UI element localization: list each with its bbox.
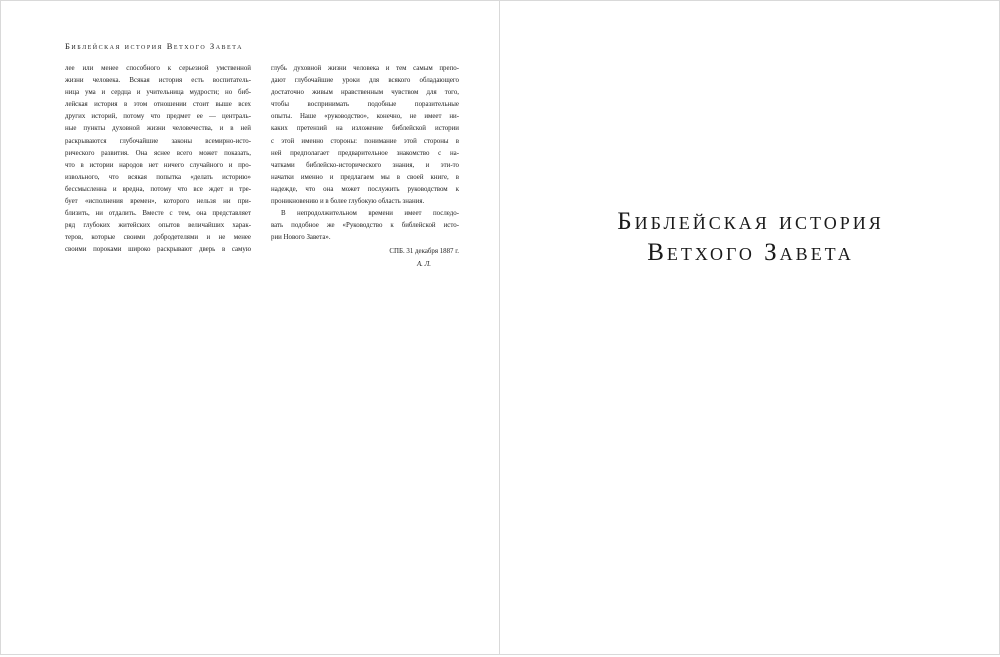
text-column-1 (65, 63, 251, 257)
running-head: Библейская история Ветхого Завета (65, 41, 243, 51)
text-line: лейская история в этом отношении стоит выше всех (65, 101, 251, 109)
text-line: бессмысленна и вредна, потому что все ждет и тре- (65, 185, 251, 193)
text-line: с этой именно стороны: понимание этой стороны в (271, 137, 459, 145)
book-title-line-1: Библейская история (617, 208, 884, 235)
text-line: рии Нового Завета». (271, 234, 331, 242)
text-line: В непродолжительном времени имеет последо- (281, 210, 459, 218)
left-page (0, 0, 500, 655)
text-line: достаточно живым нравственным чувством для того, (271, 89, 459, 97)
text-line: близить, ни отдалить. Вместе с тем, она представляет (65, 210, 251, 218)
text-column-2 (271, 63, 459, 271)
signature: А. Л. (416, 260, 431, 268)
text-line: вать подобное же «Руководство к библейской исто- (271, 222, 459, 230)
text-line: лее или менее способного к серьезной умственной (65, 65, 251, 72)
right-page (499, 0, 1000, 655)
text-line: бует «исполнения времен», которого нельзя ни при- (65, 198, 251, 206)
text-line: каких претензий на изложение библейской истории (271, 125, 459, 133)
text-line: своими пороками широко раскрывают дверь в самую (65, 246, 251, 254)
text-line: чтобы воспринимать подобные поразительные (271, 101, 459, 109)
text-line: что в истории народов нет ничего случайного и про- (65, 161, 251, 169)
text-line: рического развития. Она яснее всего может показать, (65, 149, 251, 157)
text-line: ница ума и сердца и учительница мудрости; но биб- (65, 89, 251, 97)
text-line: проникновению и в более глубокую область знания. (271, 198, 425, 206)
text-line: теров, которые своими добродетелями и не менее (65, 234, 251, 242)
text-line: начатки именно и предлагаем мы в своей книге, в (271, 173, 459, 181)
text-line: надежде, что она может послужить руководством к (271, 185, 459, 193)
text-line: жизни человека. Всякая история есть воспитатель- (65, 77, 251, 85)
text-line: чатками библейско-исторического знания, и эти-то (271, 161, 459, 169)
text-line: ряд глубоких житейских опытов величайших харак- (65, 222, 251, 230)
text-line: ней предполагает предварительное знакомство с на- (271, 149, 459, 157)
book-title (500, 206, 1000, 268)
text-line: дают глубочайшие уроки для всякого обладающего (271, 77, 459, 85)
text-line: извольного, что всякая попытка «делать историю» (65, 173, 251, 181)
text-line: опыты. Наше «руководство», конечно, не имеет ни- (271, 113, 459, 121)
book-title-line-2: Ветхого Завета (647, 239, 854, 266)
text-line: раскрываются глубочайшие законы всемирно-исто- (65, 137, 251, 145)
text-line: глубь духовной жизни человека и тем самым препо- (271, 65, 459, 72)
text-line: ные пункты духовной жизни человечества, и в ней (65, 125, 251, 133)
date-line: СПБ. 31 декабря 1887 г. (389, 248, 459, 256)
text-line: других историй, потому что предмет ее — централь- (65, 113, 251, 121)
